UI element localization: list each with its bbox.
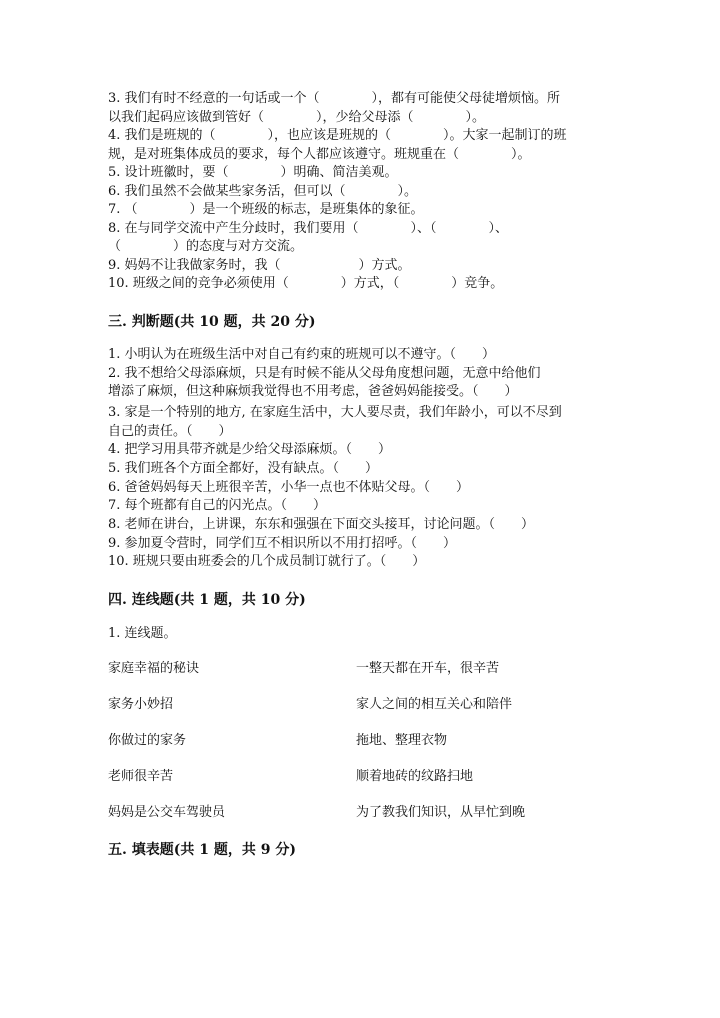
judge-q7: 7. 每个班都有自己的闪光点。（ ）: [108, 498, 327, 513]
fill-q4-line2: 规，是对班集体成员的要求，每个人都应该遵守。班规重在（ ）。: [108, 147, 531, 162]
match-left-item: 家务小妙招: [108, 697, 174, 712]
fill-q3-line1: 3. 我们有时不经意的一句话或一个（ ），都有可能使父母徒增烦恼。所: [108, 91, 561, 106]
match-left-item: 家庭幸福的秘诀: [108, 661, 200, 676]
fill-q8-line2: （ ）的态度与对方交流。: [108, 239, 304, 254]
match-right-item: 家人之间的相互关心和陪伴: [356, 697, 513, 712]
judge-q9: 9. 参加夏令营时，同学们互不相识所以不用打招呼。（ ）: [108, 536, 457, 551]
fill-q8-line1: 8. 在与同学交流中产生分歧时，我们要用（ ）、（ ）、: [108, 221, 509, 236]
match-right-item: 一整天都在开车，很辛苦: [356, 661, 500, 676]
judge-q3-line1: 3. 家是一个特别的地方, 在家庭生活中，大人要尽责，我们年龄小，可以不尽到: [108, 405, 562, 420]
judge-q3-line2: 自己的责任。（ ）: [108, 424, 232, 439]
judge-q5: 5. 我们班各个方面全都好，没有缺点。（ ）: [108, 461, 379, 476]
judge-q10: 10. 班规只要由班委会的几个成员制订就行了。（ ）: [108, 554, 426, 569]
match-left-item: 你做过的家务: [108, 733, 187, 748]
fill-q6: 6. 我们虽然不会做某些家务活，但可以（ ）。: [108, 184, 418, 199]
match-q1: 1. 连线题。: [108, 626, 177, 641]
fill-q9: 9. 妈妈不让我做家务时，我（ ）方式。: [108, 258, 411, 273]
match-left-item: 老师很辛苦: [108, 769, 174, 784]
judge-q2-line2: 增添了麻烦，但这种麻烦我觉得也不用考虑，爸爸妈妈能接受。（ ）: [108, 384, 518, 399]
match-right-item: 顺着地砖的纹路扫地: [356, 769, 474, 784]
match-right-item: 为了教我们知识，从早忙到晚: [356, 805, 526, 820]
section4-heading: 四. 连线题(共 1 题，共 10 分): [108, 592, 306, 608]
match-right-item: 拖地、整理衣物: [356, 733, 448, 748]
judge-q1: 1. 小明认为在班级生活中对自己有约束的班规可以不遵守。（ ）: [108, 347, 496, 362]
fill-q5: 5. 设计班徽时，要（ ）明确、简洁美观。: [108, 165, 398, 180]
match-left-item: 妈妈是公交车驾驶员: [108, 805, 226, 820]
section3-heading: 三. 判断题(共 10 题，共 20 分): [108, 314, 316, 330]
section5-heading: 五. 填表题(共 1 题，共 9 分): [108, 842, 296, 858]
judge-q6: 6. 爸爸妈妈每天上班很辛苦，小华一点也不体贴父母。（ ）: [108, 480, 470, 495]
fill-q10: 10. 班级之间的竞争必须使用（ ）方式，（ ）竞争。: [108, 276, 504, 291]
fill-q3-line2: 以我们起码应该做到管好（ ），少给父母添（ ）。: [108, 110, 486, 125]
judge-q8: 8. 老师在讲台，上讲课，东东和强强在下面交头接耳，讨论问题。（ ）: [108, 517, 535, 532]
judge-q2-line1: 2. 我不想给父母添麻烦，只是有时候不能从父母角度想问题，无意中给他们: [108, 366, 541, 381]
fill-q7: 7. （ ）是一个班级的标志，是班集体的象征。: [108, 202, 424, 217]
judge-q4: 4. 把学习用具带齐就是少给父母添麻烦。（ ）: [108, 442, 392, 457]
fill-q4-line1: 4. 我们是班规的（ ），也应该是班规的（ ）。大家一起制订的班: [108, 128, 567, 143]
